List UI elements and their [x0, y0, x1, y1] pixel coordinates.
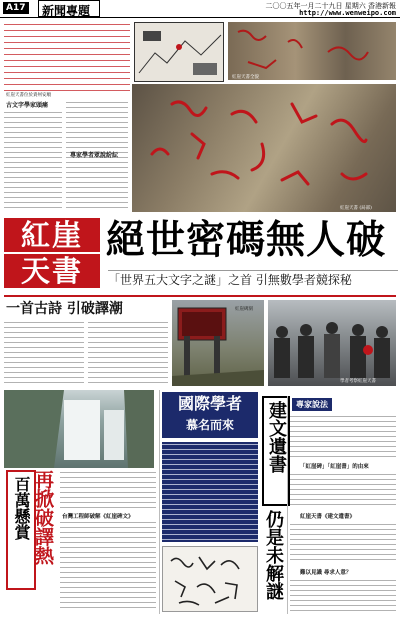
divider-red	[4, 295, 396, 297]
photo2-caption: 紅崖天書 (局部)	[340, 206, 372, 211]
dateline: 二〇〇五年一月二十九日 星期六 香港新報	[265, 2, 396, 10]
photo-location-map	[134, 22, 224, 82]
bottom-left-text-1	[60, 470, 156, 508]
intro-caption: 紅崖天書位於貴州安順	[6, 93, 51, 98]
photo-inscription	[132, 84, 396, 212]
photo-monument	[172, 300, 264, 386]
middle-text-col-2	[88, 320, 168, 386]
photo1-caption: 紅崖天書全貌	[232, 75, 259, 80]
body-text-left-1	[4, 110, 62, 210]
title-block-2: 天書	[4, 254, 100, 288]
intro-text-block	[4, 22, 130, 92]
section-headline: 一首古詩 引破譯潮	[6, 301, 123, 317]
photo-waterfall	[4, 390, 154, 468]
bottom-mini-head-4: 台灣工程師破解《紅崖碑文》	[62, 514, 134, 520]
photo-cliff-full	[228, 22, 396, 80]
bottom-left-text-2	[60, 520, 156, 612]
bottom-vertical-head-2: 再掀破譯熱	[32, 470, 54, 565]
column-rule-2	[287, 396, 288, 614]
sub-headline: 「世界五大文字之謎」之首 引無數學者競探秘	[108, 270, 398, 288]
center-text-block	[162, 442, 258, 542]
right-text-3	[290, 522, 396, 564]
right-text-4	[290, 578, 396, 612]
center-box-head-1: 國際學者	[177, 394, 242, 413]
brand-logo	[38, 0, 100, 17]
masthead	[0, 0, 400, 18]
center-box-head-2: 慕名而來	[185, 418, 234, 432]
photo-script-sample	[162, 546, 258, 612]
right-mini-head-1: 「紅崖碑」「紅崖書」的由來	[300, 464, 369, 470]
right-vertical-head-2: 仍是未解謎	[263, 510, 284, 600]
brand-text: 新聞專題	[42, 4, 91, 18]
main-headline: 絕世密碼無人破	[106, 217, 387, 263]
middle-text-col-1	[4, 320, 84, 386]
photo-crowd-caption: 學者考察紅崖天書	[340, 379, 376, 384]
title-block-1: 紅崖	[4, 218, 100, 252]
bottom-vertical-head-1: 百萬懸賞	[6, 470, 36, 590]
right-tag: 專家說法	[292, 398, 332, 411]
right-mini-head-2: 紅崖天書《建文遺書》	[300, 514, 356, 520]
right-text-1	[290, 414, 396, 458]
sub-heading-2: 專家學者眾說紛紜	[70, 152, 119, 159]
right-vertical-head-1: 建文遺書	[262, 396, 290, 506]
right-mini-head-3: 難以見識 尋求人意？	[300, 570, 352, 576]
sub-heading-1: 古文字學家頭痛	[6, 102, 49, 109]
right-text-2	[290, 472, 396, 508]
center-box-head	[162, 392, 258, 438]
photo-crowd	[268, 300, 396, 386]
column-rule-1	[159, 390, 160, 614]
photo-monument-caption: 紅崖碑刻	[235, 307, 253, 312]
page-number: A17	[3, 2, 29, 14]
site-url: http://www.wenweipo.com	[299, 9, 396, 17]
